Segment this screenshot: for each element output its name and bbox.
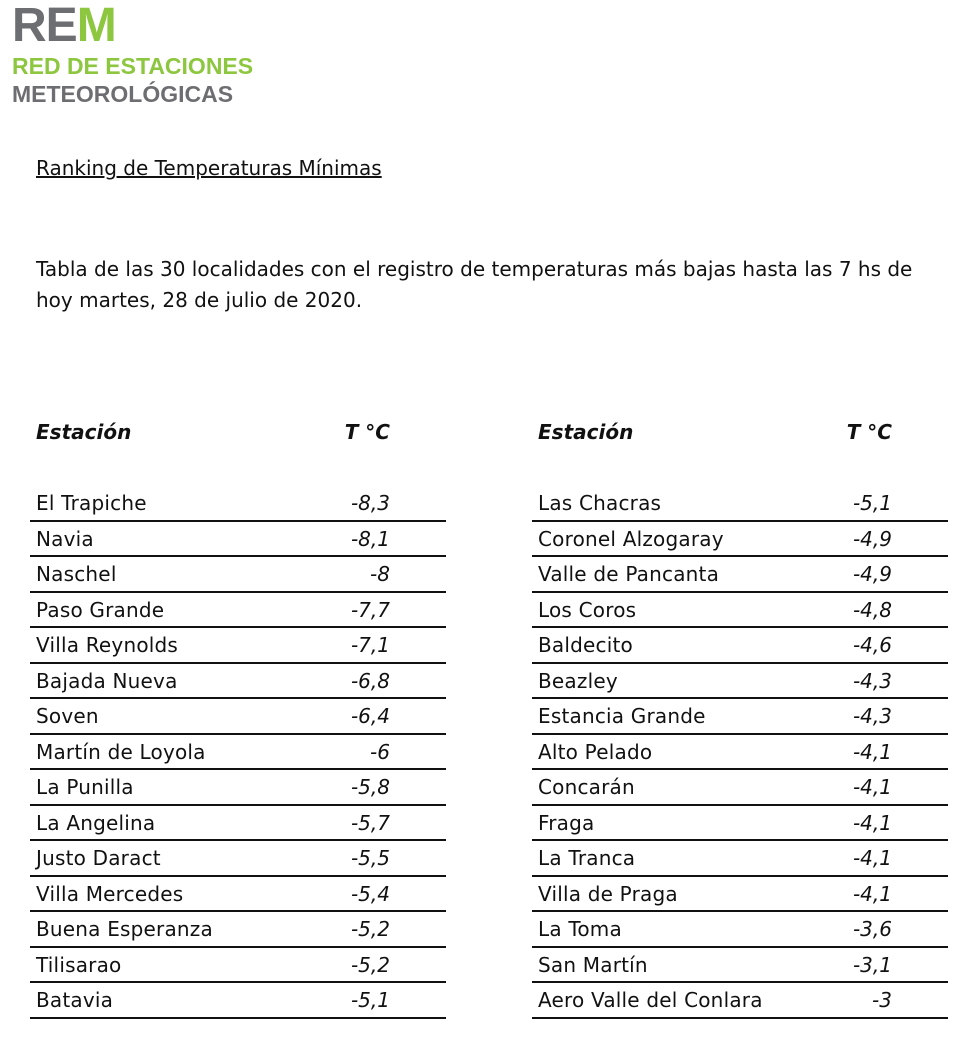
station-name: Coronel Alzogaray [538, 526, 724, 551]
temperature-value: -3,1 [852, 952, 892, 977]
table-row [30, 664, 446, 700]
logo-abbreviation [12, 0, 253, 52]
table-row [30, 806, 446, 842]
temperature-value: -4,8 [852, 597, 892, 622]
station-name: Bajada Nueva [36, 668, 178, 693]
temperature-value: -4,6 [852, 633, 892, 657]
table-row [30, 841, 446, 877]
table-row [30, 557, 446, 593]
table-row [532, 593, 948, 629]
table-row [30, 770, 446, 806]
table-row [532, 912, 948, 948]
station-name: Martín de Loyola [36, 739, 206, 764]
table-row [30, 983, 446, 1019]
table-row [30, 628, 446, 664]
header-temperature: T °C [344, 420, 390, 444]
temperature-value: -5,2 [350, 917, 390, 941]
station-name: Concarán [538, 775, 635, 799]
station-name: Villa Reynolds [36, 633, 179, 657]
station-name: Justo Daract [36, 846, 161, 870]
table-row [532, 628, 948, 664]
temperature-value: -4,9 [852, 526, 892, 551]
station-name: Buena Esperanza [36, 917, 213, 941]
temperature-value: -8,3 [350, 491, 390, 515]
table-row [30, 877, 446, 913]
temperature-value: -4,1 [852, 881, 892, 906]
temperature-value: -3 [872, 988, 892, 1012]
table-row [532, 557, 948, 593]
station-name: Tilisarao [36, 952, 122, 977]
table-row [30, 735, 446, 771]
table-row [30, 486, 446, 522]
temperature-value: -4,1 [852, 810, 892, 835]
station-name: Los Coros [538, 597, 637, 622]
table-row [30, 912, 446, 948]
temperature-value: -5,8 [350, 775, 390, 799]
ranking-table-left [30, 420, 446, 1012]
temperature-value: -5,1 [852, 491, 892, 515]
station-name: Naschel [36, 562, 117, 586]
table-row [30, 948, 446, 984]
station-name: Las Chacras [538, 491, 662, 515]
temperature-value: -4,1 [852, 739, 892, 764]
table-header [532, 420, 948, 450]
table-row [532, 841, 948, 877]
table-row [532, 877, 948, 913]
temperature-value: -7,7 [350, 597, 390, 622]
table-row [532, 664, 948, 700]
temperature-value: -5,4 [350, 881, 390, 906]
temperature-value: -5,5 [350, 846, 390, 870]
logo [12, 0, 254, 108]
temperature-value: -8 [370, 562, 390, 586]
table-body [30, 486, 446, 1019]
station-name: La Angelina [36, 810, 156, 835]
temperature-value: -4,3 [852, 704, 892, 728]
temperature-value: -6 [370, 739, 390, 764]
temperature-value: -4,1 [852, 846, 892, 870]
table-row [532, 522, 948, 558]
table-header [30, 420, 446, 450]
table-body [532, 486, 948, 1019]
station-name: Fraga [538, 810, 595, 835]
header-station: Estación [538, 420, 634, 444]
station-name: El Trapiche [36, 491, 147, 515]
logo-abbr-main: RE [12, 0, 77, 52]
table-row [30, 593, 446, 629]
temperature-value: -5,2 [350, 952, 390, 977]
station-name: La Toma [538, 917, 622, 941]
station-name: Alto Pelado [538, 739, 653, 764]
temperature-value: -7,1 [350, 633, 390, 657]
station-name: Villa Mercedes [36, 881, 184, 906]
station-name: Beazley [538, 668, 618, 693]
station-name: San Martín [538, 952, 648, 977]
station-name: Villa de Praga [538, 881, 678, 906]
temperature-value: -3,6 [852, 917, 892, 941]
table-row [30, 522, 446, 558]
table-row [532, 948, 948, 984]
table-row [532, 806, 948, 842]
temperature-value: -5,7 [350, 810, 390, 835]
table-row [532, 486, 948, 522]
temperature-value: -4,3 [852, 668, 892, 693]
station-name: Soven [36, 704, 99, 728]
temperature-value: -6,8 [350, 668, 390, 693]
table-row [532, 735, 948, 771]
logo-line-1: RED DE ESTACIONES [12, 53, 254, 79]
logo-abbr-accent: M [76, 0, 116, 52]
logo-line-2: METEOROLÓGICAS [12, 81, 234, 107]
station-name: Valle de Pancanta [538, 562, 720, 586]
table-row [532, 699, 948, 735]
table-row [532, 770, 948, 806]
temperature-value: -6,4 [350, 704, 390, 728]
table-row [30, 699, 446, 735]
station-name: Baldecito [538, 633, 633, 657]
ranking-table-right [532, 420, 948, 1012]
station-name: Aero Valle del Conlara [538, 988, 763, 1012]
station-name: Paso Grande [36, 597, 165, 622]
station-name: Batavia [36, 988, 114, 1012]
table-row [532, 983, 948, 1019]
temperature-value: -8,1 [350, 526, 390, 551]
station-name: La Tranca [538, 846, 636, 870]
header-temperature: T °C [846, 420, 892, 444]
temperature-value: -4,1 [852, 775, 892, 799]
temperature-value: -4,9 [852, 562, 892, 586]
report-title: Ranking de Temperaturas Mínimas [36, 156, 382, 180]
station-name: Estancia Grande [538, 704, 706, 728]
station-name: Navia [36, 526, 94, 551]
station-name: La Punilla [36, 775, 134, 799]
temperature-value: -5,1 [350, 988, 390, 1012]
header-station: Estación [36, 420, 132, 444]
report-description: Tabla de las 30 localidades con el registro de temperaturas más bajas hasta las 7 hs de hoy martes, 28 de julio de 2020. [36, 257, 913, 312]
